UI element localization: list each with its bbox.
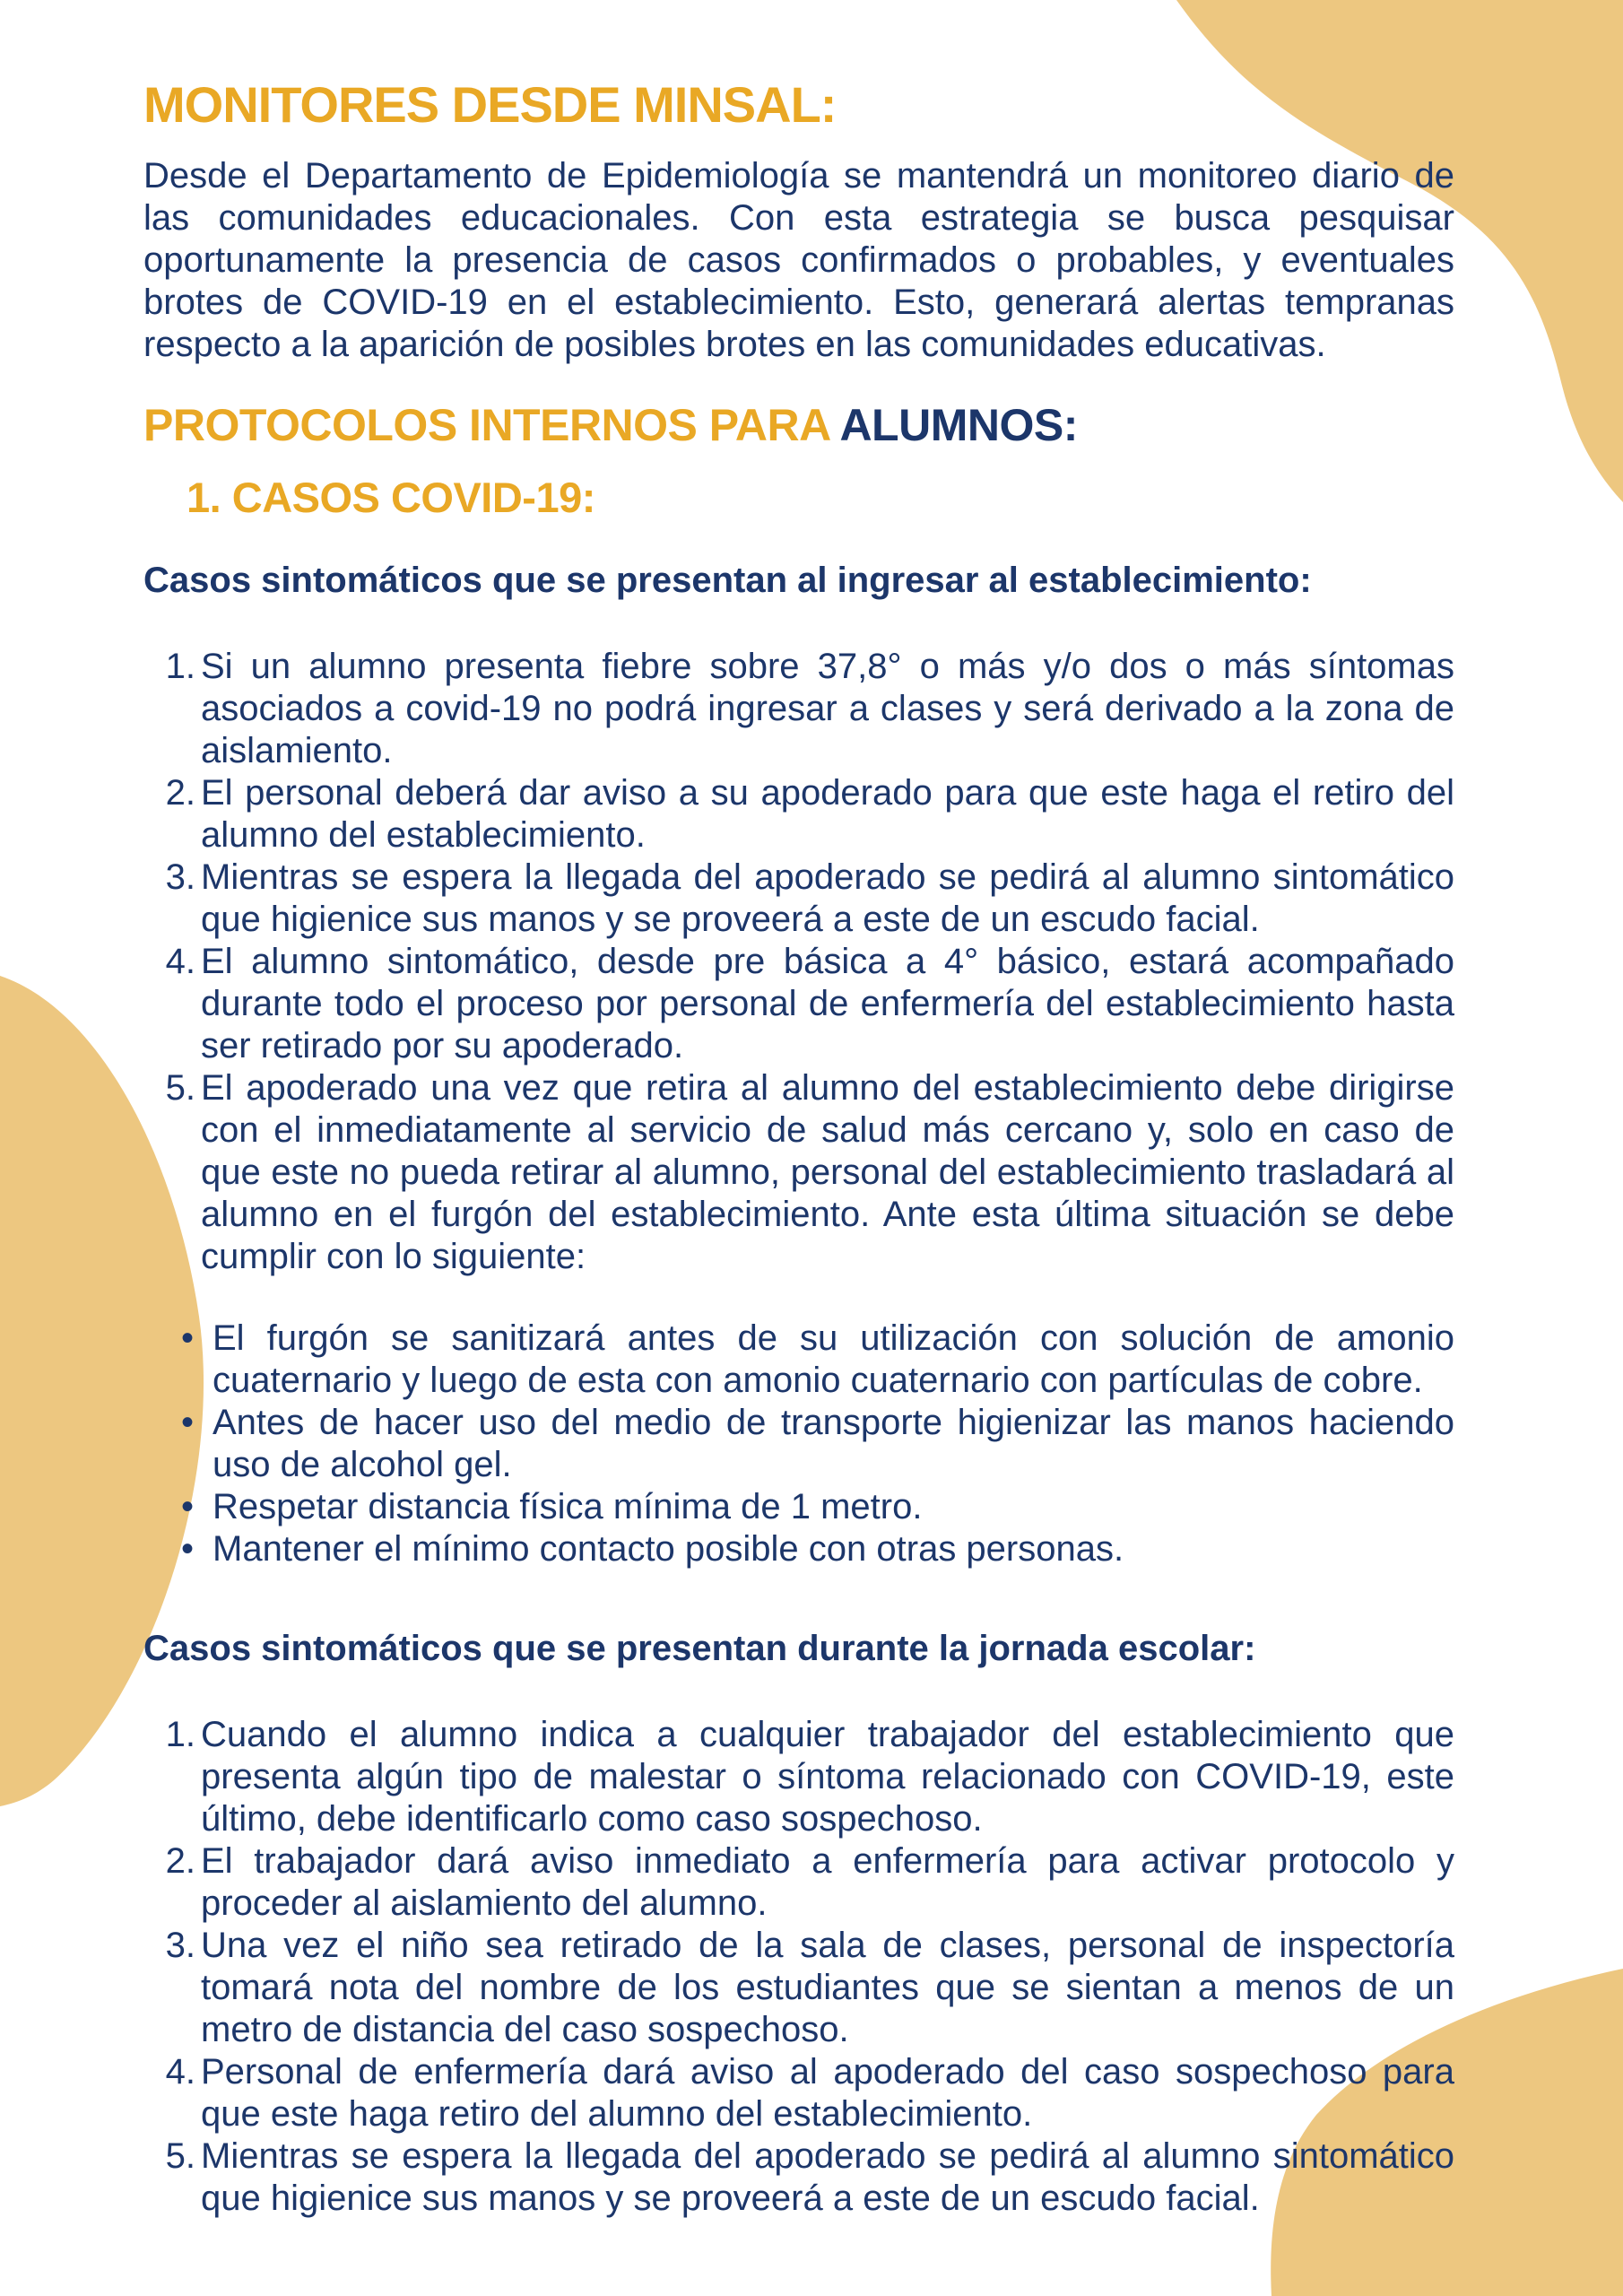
page-title: MONITORES DESDE MINSAL: [143,76,837,133]
list-item: • Mantener el mínimo contacto posible con otras personas. [143,1528,1454,1570]
list-heading-ingresar: Casos sintomáticos que se presentan al ingresar al establecimiento: [143,560,1312,600]
list-item: Si un alumno presenta fiebre sobre 37,8° o más y/o dos o más síntomas asociados a covid-19 no podrá ingresar a clases y será derivado a la zona de aislamiento. [201,646,1454,770]
list-item: Mientras se espera la llegada del apoderado se pedirá al alumno sintomático que higienice sus manos y se proveerá a este de un escudo facial. [201,857,1454,939]
subsection-heading-casos-covid: 1. CASOS COVID-19: [187,474,595,522]
list-item: Cuando el alumno indica a cualquier trabajador del establecimiento que presenta algún tipo de malestar o síntoma relacionado con COVID-19, este último, debe identificarlo como caso sospechoso. [201,1714,1454,1839]
list-item: Mientras se espera la llegada del apoderado se pedirá al alumno sintomático que higienice sus manos y se proveerá a este de un escudo facial. [201,2135,1454,2218]
list-item: El apoderado una vez que retira al alumno del establecimiento debe dirigirse con el inmediatamente al servicio de salud más cercano y, solo en caso de que este no pueda retirar al alumno, personal del establecimiento trasladará al alumno en el furgón del establecimiento. Ante esta última situación se debe cumplir con lo siguiente: [201,1067,1454,1276]
intro-paragraph: Desde el Departamento de Epidemiología se mantendrá un monitoreo diario de las comunidades educacionales. Con esta estrategia se busca pesquisar oportunamente la presencia de casos confirmados o probables, y eventuales brotes de COVID-19 en el establecimiento. Esto, generará alertas tempranas respecto a la aparición de posibles brotes en las comunidades educativas. [143,155,1454,364]
list-item: Personal de enfermería dará aviso al apoderado del caso sospechoso para que este haga retiro del alumno del establecimiento. [201,2051,1454,2134]
heading-protocolos-gold: PROTOCOLOS INTERNOS PARA [143,399,840,450]
list-item: El trabajador dará aviso inmediato a enfermería para activar protocolo y proceder al aislamiento del alumno. [201,1840,1454,1923]
list-item: • Antes de hacer uso del medio de transporte higienizar las manos haciendo uso de alcohol gel. [143,1402,1454,1486]
list-item: • Respetar distancia física mínima de 1 metro. [143,1486,1454,1528]
list-item: El alumno sintomático, desde pre básica a 4° básico, estará acompañado durante todo el proceso por personal de enfermería del establecimiento hasta ser retirado por su apoderado. [201,941,1454,1065]
list-heading-jornada: Casos sintomáticos que se presentan durante la jornada escolar: [143,1628,1256,1668]
numbered-list-jornada [143,1714,1454,2220]
document-content [143,76,1454,2220]
list-item: • El furgón se sanitizará antes de su utilización con solución de amonio cuaternario y luego de esta con amonio cuaternario con partículas de cobre. [143,1318,1454,1402]
list-item: Una vez el niño sea retirado de la sala de clases, personal de inspectoría tomará nota del nombre de los estudiantes que se sientan a menos de un metro de distancia del caso sospechoso. [201,1925,1454,2049]
numbered-list-ingresar [143,646,1454,1278]
bullet-list-furgon [143,1318,1454,1570]
list-item: El personal deberá dar aviso a su apoderado para que este haga el retiro del alumno del establecimiento. [201,772,1454,855]
section-heading-protocolos [143,399,1454,450]
heading-protocolos-navy: ALUMNOS: [839,399,1078,450]
